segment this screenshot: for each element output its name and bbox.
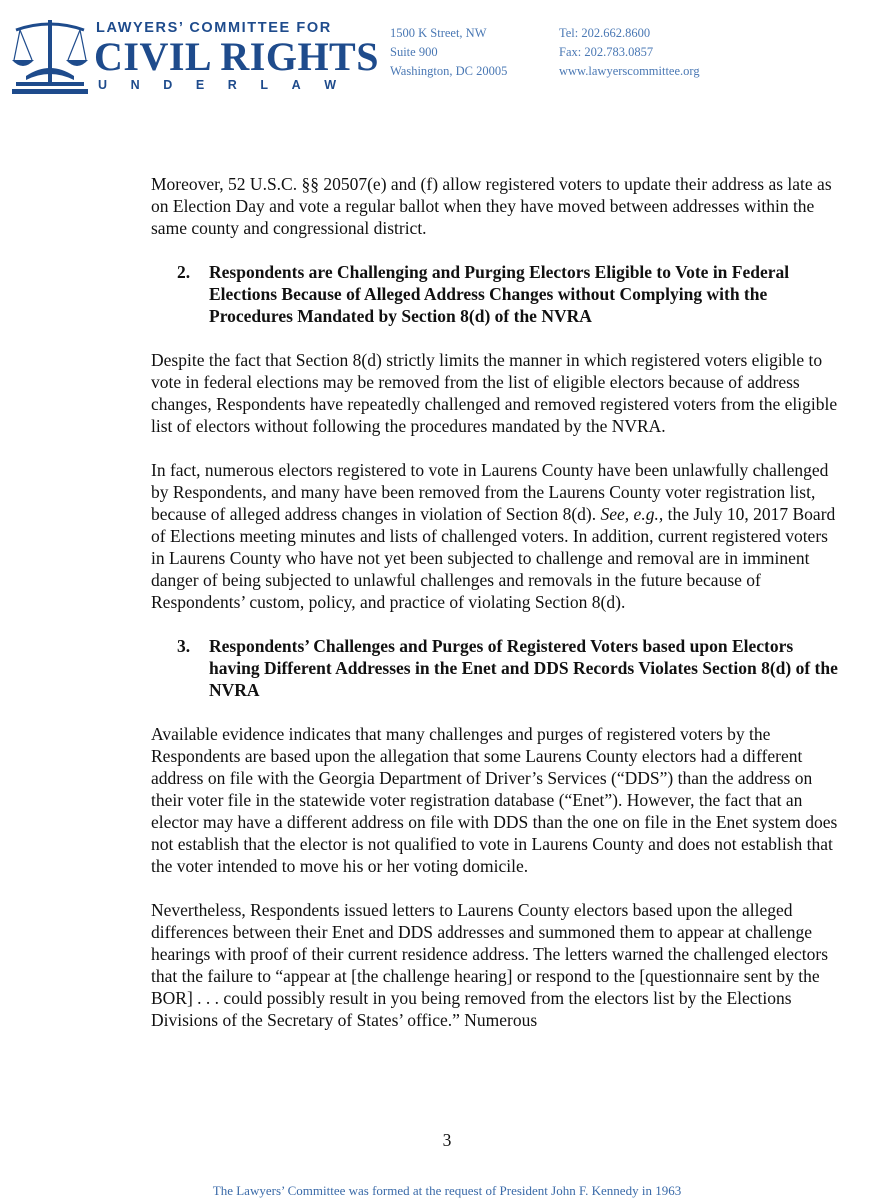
- org-letter: D: [163, 78, 173, 92]
- address-line: Suite 900: [390, 45, 438, 59]
- section-number: 3.: [177, 636, 191, 656]
- paragraph: Moreover, 52 U.S.C. §§ 20507(e) and (f) allow registered voters to update their address as late as on Election Day and vote a regular ballot when they have moved between addresses within the same county and congressional district.: [151, 174, 832, 238]
- org-letter: L: [260, 78, 268, 92]
- paragraph: [151, 459, 841, 613]
- org-letter: A: [291, 78, 301, 92]
- phone-line: Tel: 202.662.8600: [559, 26, 651, 40]
- scales-of-justice-icon: [12, 16, 88, 96]
- street-address: [390, 24, 507, 81]
- address-line: 1500 K Street, NW: [390, 26, 487, 40]
- org-name-line1: LAWYERS’ COMMITTEE FOR: [96, 20, 332, 36]
- contact-info: [559, 24, 700, 81]
- fax-line: Fax: 202.783.0857: [559, 45, 654, 59]
- org-letter: E: [195, 78, 205, 92]
- address-line: Washington, DC 20005: [390, 64, 508, 78]
- document-body: [151, 173, 841, 1053]
- page-number: 3: [442, 1130, 452, 1150]
- section-heading-text: Respondents’ Challenges and Purges of Registered Voters based upon Electors having Different Addresses in the Enet and DDS Records Violates Section 8(d) of the NVRA: [209, 636, 838, 700]
- footer-text: The Lawyers’ Committee was formed at the request of President John F. Kennedy in 1963: [212, 1183, 682, 1198]
- paragraph-text: the July 10, 2017 Board of Elections meeting minutes and lists of challenged voters. In addition, current registered voters in Laurens County who have not yet been subjected to challenge and removal are in imminent danger of being subjected to unlawful challenges and removals in the future because of Respondents’ custom, policy, and practice of violating Section 8(d).: [151, 504, 836, 612]
- org-letter: R: [227, 78, 237, 92]
- org-name-line2: CIVIL RIGHTS: [94, 34, 379, 79]
- paragraph: Available evidence indicates that many challenges and purges of registered voters by the Respondents are based upon the allegation that some Laurens County electors had a different address on file with the Georgia Department of Driver’s Services (“DDS”) than the address on their voter file in the statewide voter registration database (“Enet”). However, the fact that an elector may have a different address on file with DDS than the one on file in the Enet system does not establish that the elector is not qualified to vote in Laurens County and does not establish that the voter intended to move his or her voting domicile.: [151, 724, 838, 876]
- org-name-line3: [98, 78, 336, 92]
- org-letter: W: [324, 78, 336, 92]
- citation-signal: See, e.g.,: [600, 504, 664, 524]
- section-heading: [151, 635, 841, 701]
- website-line: www.lawyerscommittee.org: [559, 64, 700, 78]
- paragraph: Nevertheless, Respondents issued letters to Laurens County electors based upon the alleged differences between their Enet and DDS addresses and summoned them to appear at challenge hearings with proof of their current residence address. The letters warned the challenged electors that the failure to “appear at [the challenge hearing] or respond to the [questionnaire sent by the BOR] . . . could possibly result in you being removed from the electors list by the Elections Divisions of the Secretary of States’ office.” Numerous: [151, 900, 829, 1030]
- paragraph: Despite the fact that Section 8(d) strictly limits the manner in which registered voters eligible to vote in federal elections may be removed from the list of eligible electors because of address changes, Respondents have repeatedly challenged and removed registered voters from the eligible list of electors without following the procedures mandated by the NVRA.: [151, 350, 838, 436]
- org-letter: N: [130, 78, 140, 92]
- org-letter: U: [98, 78, 108, 92]
- section-number: 2.: [177, 262, 191, 282]
- paragraph-text: In fact, numerous electors registered to vote in Laurens County have been unlawfully challenged by Respondents, and many have been removed from the Laurens County voter registration list, because of alleged address changes in violation of Section 8(d).: [151, 460, 829, 524]
- letterhead: [0, 0, 894, 110]
- section-heading: [151, 261, 841, 327]
- section-heading-text: Respondents are Challenging and Purging Electors Eligible to Vote in Federal Elections Because of Alleged Address Changes without Complying with the Procedures Mandated by Section 8(d) of the NVRA: [209, 262, 790, 326]
